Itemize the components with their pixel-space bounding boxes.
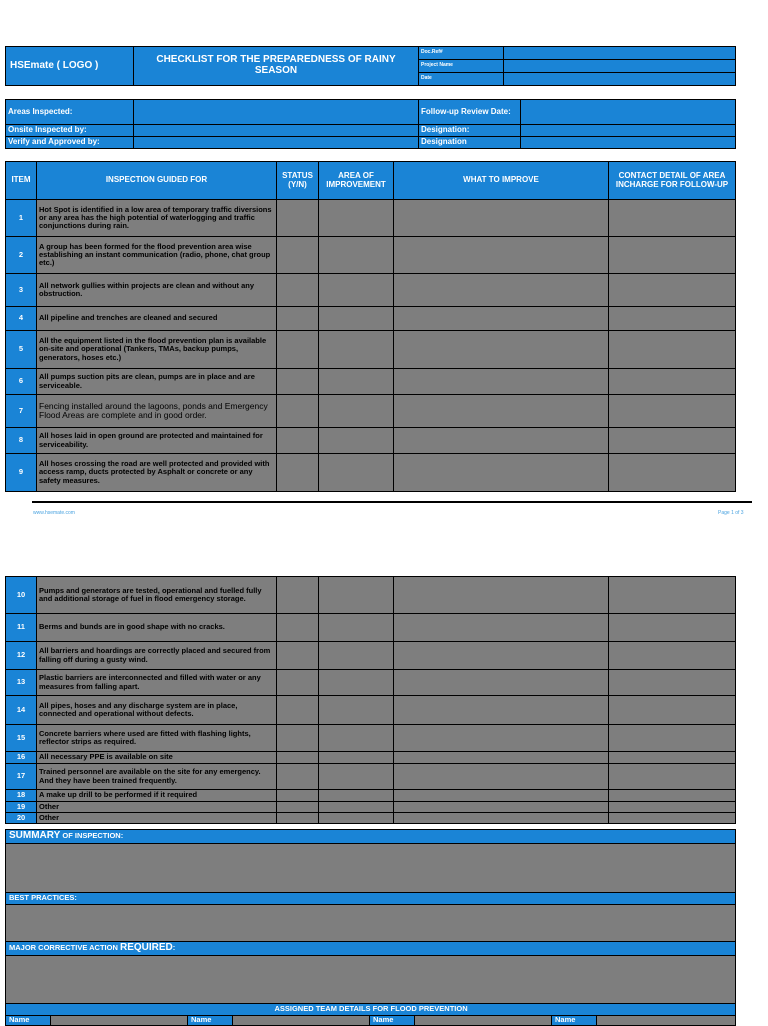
col-inspection-guided: INSPECTION GUIDED FOR: [37, 162, 277, 200]
footer-page-number: Page 1 of 3: [718, 510, 744, 516]
area-cell[interactable]: [319, 752, 394, 764]
status-cell[interactable]: [277, 395, 319, 428]
status-cell[interactable]: [277, 696, 319, 725]
item-text: Trained personnel are available on the site for any emergency. And they have been trained frequently.: [37, 764, 277, 790]
item-text: All hoses crossing the road are well protected and provided with access ramp, ducts protected by Asphalt or concrete or any safety measures.: [37, 454, 277, 492]
area-cell[interactable]: [319, 237, 394, 274]
status-cell[interactable]: [277, 802, 319, 813]
contact-cell[interactable]: [609, 764, 736, 790]
item-text: All hoses laid in open ground are protected and maintained for serviceability.: [37, 428, 277, 454]
status-cell[interactable]: [277, 307, 319, 331]
col-contact-detail: CONTACT DETAIL OF AREA INCHARGE FOR FOLLOW-UP: [609, 162, 736, 200]
item-number: 17: [6, 764, 37, 790]
summary-header: [6, 830, 736, 844]
what-cell[interactable]: [394, 331, 609, 369]
what-cell[interactable]: [394, 428, 609, 454]
item-number: 3: [6, 274, 37, 307]
status-cell[interactable]: [277, 614, 319, 642]
summary-table: [5, 829, 736, 1026]
item-text: Pumps and generators are tested, operational and fuelled fully and additional storage of fuel in flood emergency storage.: [37, 577, 277, 614]
col-area-improvement: AREA OF IMPROVEMENT: [319, 162, 394, 200]
table-row: [6, 307, 736, 331]
area-cell[interactable]: [319, 696, 394, 725]
logo-text: HSEmate ( LOGO ): [6, 47, 134, 86]
contact-cell[interactable]: [609, 274, 736, 307]
item-text: All pumps suction pits are clean, pumps are in place and are serviceable.: [37, 369, 277, 395]
item-text: A group has been formed for the flood prevention area wise establishing an instant communication (radio, phone, chat group etc.): [37, 237, 277, 274]
contact-cell[interactable]: [609, 200, 736, 237]
item-number: 5: [6, 331, 37, 369]
item-number: 12: [6, 642, 37, 670]
what-cell[interactable]: [394, 237, 609, 274]
contact-cell[interactable]: [609, 237, 736, 274]
col-what-to-improve: WHAT TO IMPROVE: [394, 162, 609, 200]
status-cell[interactable]: [277, 670, 319, 696]
checklist-table-1: [5, 161, 736, 492]
status-cell[interactable]: [277, 200, 319, 237]
corrective-action-input[interactable]: [6, 956, 736, 1004]
table-row: [6, 670, 736, 696]
area-cell[interactable]: [319, 802, 394, 813]
item-text: A make up drill to be performed if it required: [37, 790, 277, 802]
status-cell[interactable]: [277, 725, 319, 752]
designation-label-2: Designation: [419, 137, 521, 149]
what-cell[interactable]: [394, 670, 609, 696]
page-title: CHECKLIST FOR THE PREPAREDNESS OF RAINY SEASON: [134, 47, 419, 86]
footer-website[interactable]: www.hsemate.com: [33, 510, 75, 516]
contact-cell[interactable]: [609, 454, 736, 492]
item-number: 1: [6, 200, 37, 237]
verify-approved-value[interactable]: [134, 137, 419, 149]
contact-cell[interactable]: [609, 428, 736, 454]
status-cell[interactable]: [277, 369, 319, 395]
meta-label-docref: Doc.Ref#: [419, 47, 504, 60]
corrective-label-colon: :: [172, 943, 176, 953]
corrective-label-strong: REQUIRED: [119, 942, 173, 954]
item-number: 2: [6, 237, 37, 274]
what-cell[interactable]: [394, 454, 609, 492]
table-row: [6, 614, 736, 642]
contact-cell[interactable]: [609, 395, 736, 428]
status-cell[interactable]: [277, 764, 319, 790]
area-cell[interactable]: [319, 614, 394, 642]
area-cell[interactable]: [319, 274, 394, 307]
contact-cell[interactable]: [609, 369, 736, 395]
team-name-input-3[interactable]: [415, 1016, 552, 1026]
status-cell[interactable]: [277, 237, 319, 274]
table-row: [6, 813, 736, 824]
table-row: [6, 428, 736, 454]
team-name-label-3: Name: [370, 1016, 415, 1026]
area-cell[interactable]: [319, 307, 394, 331]
follow-up-value[interactable]: [521, 100, 736, 125]
contact-cell[interactable]: [609, 331, 736, 369]
what-cell[interactable]: [394, 369, 609, 395]
item-text: Hot Spot is identified in a low area of temporary traffic diversions or any area has the high potential of waterlogging and traffic conjunctions during rain.: [37, 200, 277, 237]
table-row: [6, 642, 736, 670]
best-practices-header: BEST PRACTICES:: [6, 893, 736, 905]
area-cell[interactable]: [319, 200, 394, 237]
areas-inspected-label: Areas Inspected:: [6, 100, 134, 125]
verify-approved-label: Verify and Approved by:: [6, 137, 134, 149]
status-cell[interactable]: [277, 274, 319, 307]
area-cell[interactable]: [319, 764, 394, 790]
area-cell[interactable]: [319, 813, 394, 824]
status-cell[interactable]: [277, 428, 319, 454]
col-status: STATUS (Y/N): [277, 162, 319, 200]
item-number: 19: [6, 802, 37, 813]
item-text: Other: [37, 813, 277, 824]
item-text: Berms and bunds are in good shape with no cracks.: [37, 614, 277, 642]
meta-value-project[interactable]: [504, 60, 736, 73]
status-cell[interactable]: [277, 813, 319, 824]
area-cell[interactable]: [319, 428, 394, 454]
team-name-input-2[interactable]: [233, 1016, 370, 1026]
table-row: [6, 696, 736, 725]
item-number: 13: [6, 670, 37, 696]
status-cell[interactable]: [277, 790, 319, 802]
what-cell[interactable]: [394, 790, 609, 802]
what-cell[interactable]: [394, 274, 609, 307]
info-table: [5, 99, 736, 149]
status-cell[interactable]: [277, 577, 319, 614]
item-number: 11: [6, 614, 37, 642]
corrective-action-header: [6, 942, 736, 956]
what-cell[interactable]: [394, 200, 609, 237]
status-cell[interactable]: [277, 752, 319, 764]
status-cell[interactable]: [277, 642, 319, 670]
contact-cell[interactable]: [609, 802, 736, 813]
what-cell[interactable]: [394, 764, 609, 790]
team-name-input-1[interactable]: [51, 1016, 188, 1026]
table-row: [6, 725, 736, 752]
team-name-label-2: Name: [188, 1016, 233, 1026]
table-row: [6, 369, 736, 395]
onsite-inspected-label: Onsite Inspected by:: [6, 125, 134, 137]
what-cell[interactable]: [394, 577, 609, 614]
contact-cell[interactable]: [609, 813, 736, 824]
item-number: 10: [6, 577, 37, 614]
table-row: [6, 764, 736, 790]
item-text: All necessary PPE is available on site: [37, 752, 277, 764]
col-item: ITEM: [6, 162, 37, 200]
table-row: [6, 577, 736, 614]
meta-value-date[interactable]: [504, 73, 736, 86]
table-row: [6, 237, 736, 274]
table-row: [6, 395, 736, 428]
best-practices-input[interactable]: [6, 905, 736, 942]
status-cell[interactable]: [277, 331, 319, 369]
what-cell[interactable]: [394, 307, 609, 331]
contact-cell[interactable]: [609, 642, 736, 670]
designation-value-2[interactable]: [521, 137, 736, 149]
area-cell[interactable]: [319, 369, 394, 395]
item-number: 16: [6, 752, 37, 764]
what-cell[interactable]: [394, 725, 609, 752]
summary-label-rest: OF INSPECTION:: [60, 831, 124, 841]
area-cell[interactable]: [319, 725, 394, 752]
designation-label-1: Designation:: [419, 125, 521, 137]
item-text: All network gullies within projects are clean and without any obstruction.: [37, 274, 277, 307]
what-cell[interactable]: [394, 802, 609, 813]
item-text: All pipeline and trenches are cleaned and secured: [37, 307, 277, 331]
table-row: [6, 802, 736, 813]
contact-cell[interactable]: [609, 307, 736, 331]
what-cell[interactable]: [394, 395, 609, 428]
item-number: 9: [6, 454, 37, 492]
designation-value-1[interactable]: [521, 125, 736, 137]
item-text: Concrete barriers where used are fitted with flashing lights, reflector strips as required.: [37, 725, 277, 752]
area-cell[interactable]: [319, 331, 394, 369]
item-text: Other: [37, 802, 277, 813]
team-name-input-4[interactable]: [597, 1016, 736, 1026]
areas-inspected-value[interactable]: [134, 100, 419, 125]
item-number: 20: [6, 813, 37, 824]
page-divider: [32, 501, 752, 503]
header-table: [5, 46, 736, 86]
table-row: [6, 200, 736, 237]
what-cell[interactable]: [394, 642, 609, 670]
item-text: Plastic barriers are interconnected and filled with water or any measures from falling apart.: [37, 670, 277, 696]
contact-cell[interactable]: [609, 577, 736, 614]
table-row: [6, 274, 736, 307]
contact-cell[interactable]: [609, 696, 736, 725]
item-text: All pipes, hoses and any discharge system are in place, connected and operational without defects.: [37, 696, 277, 725]
what-cell[interactable]: [394, 813, 609, 824]
area-cell[interactable]: [319, 642, 394, 670]
area-cell[interactable]: [319, 577, 394, 614]
meta-label-date: Date: [419, 73, 504, 86]
item-number: 6: [6, 369, 37, 395]
summary-input[interactable]: [6, 844, 736, 893]
checklist-table-2: [5, 576, 736, 824]
follow-up-label: Follow-up Review Date:: [419, 100, 521, 125]
table-row: [6, 752, 736, 764]
contact-cell[interactable]: [609, 670, 736, 696]
status-cell[interactable]: [277, 454, 319, 492]
item-number: 15: [6, 725, 37, 752]
corrective-label-a: MAJOR CORRECTIVE ACTION: [9, 943, 120, 953]
team-name-label-1: Name: [6, 1016, 51, 1026]
area-cell[interactable]: [319, 670, 394, 696]
item-text: All the equipment listed in the flood prevention plan is available on-site and operational (Tankers, TMAs, backup pumps, generators, hoses etc.): [37, 331, 277, 369]
item-number: 8: [6, 428, 37, 454]
item-number: 7: [6, 395, 37, 428]
item-number: 18: [6, 790, 37, 802]
item-text: All barriers and hoardings are correctly placed and secured from falling off during a gusty wind.: [37, 642, 277, 670]
item-number: 14: [6, 696, 37, 725]
what-cell[interactable]: [394, 614, 609, 642]
item-text: Fencing installed around the lagoons, ponds and Emergency Flood Areas are complete and in good order.: [37, 395, 277, 428]
table-row: [6, 790, 736, 802]
team-details-header: ASSIGNED TEAM DETAILS FOR FLOOD PREVENTION: [6, 1004, 736, 1016]
table-row: [6, 331, 736, 369]
contact-cell[interactable]: [609, 790, 736, 802]
summary-label-strong: SUMMARY: [9, 830, 61, 842]
area-cell[interactable]: [319, 790, 394, 802]
what-cell[interactable]: [394, 696, 609, 725]
contact-cell[interactable]: [609, 752, 736, 764]
team-name-label-4: Name: [552, 1016, 597, 1026]
onsite-inspected-value[interactable]: [134, 125, 419, 137]
area-cell[interactable]: [319, 395, 394, 428]
table-row: [6, 454, 736, 492]
meta-value-docref[interactable]: [504, 47, 736, 60]
item-number: 4: [6, 307, 37, 331]
meta-label-project: Project Name: [419, 60, 504, 73]
what-cell[interactable]: [394, 752, 609, 764]
contact-cell[interactable]: [609, 725, 736, 752]
contact-cell[interactable]: [609, 614, 736, 642]
area-cell[interactable]: [319, 454, 394, 492]
